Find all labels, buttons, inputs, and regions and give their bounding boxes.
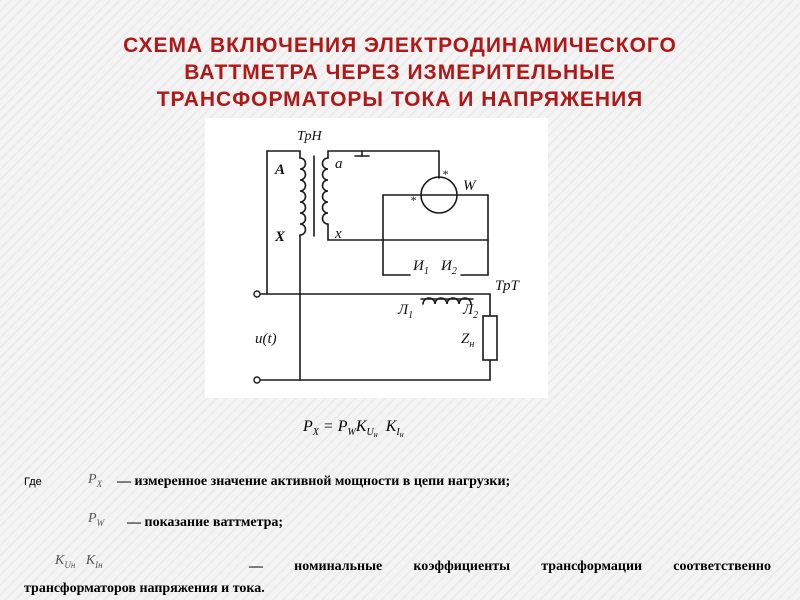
- title-line-3: ТРАНСФОРМАТОРЫ ТОКА И НАПРЯЖЕНИЯ: [156, 88, 644, 111]
- symbol-k-coefficients: $K_{Uн}$ $K_{Iн}$: [55, 553, 103, 570]
- label-star-left: *: [410, 193, 416, 207]
- desc-k-coefficients: — номинальные коэффициенты трансформации соответственно трансформаторов напряжения и тока.: [24, 559, 771, 596]
- label-i1: $И_1$: [413, 258, 429, 277]
- label-zn: $Z_н$: [461, 331, 475, 350]
- formula-x-sub: X: [312, 427, 319, 439]
- wire-load-bottom: [260, 360, 490, 380]
- terminal-bottom: [254, 377, 260, 383]
- formula-i-sub: Iн: [396, 427, 404, 440]
- wiring-diagram-svg: [205, 118, 548, 398]
- desc-px: — измеренное значение активной мощности в цепи нагрузки;: [117, 474, 511, 489]
- slide-title: [40, 32, 760, 113]
- label-wattmeter: W: [463, 178, 476, 194]
- title-line-2: ВАТТМЕТРА ЧЕРЕЗ ИЗМЕРИТЕЛЬНЫЕ: [184, 61, 616, 84]
- tv-primary-winding: [300, 158, 306, 235]
- wiring-diagram: [205, 118, 548, 398]
- label-a-primary: A: [275, 162, 286, 178]
- symbol-pw: $P_W$: [88, 511, 105, 528]
- wire-tv-secondary-top: [328, 151, 439, 178]
- label-x-primary: X: [275, 229, 286, 245]
- wire-tv-secondary-bottom: [328, 224, 488, 240]
- formula-p: P: [303, 418, 313, 435]
- label-star-top: *: [442, 167, 448, 181]
- label-trt: ТрТ: [495, 278, 519, 294]
- where-label: Где: [24, 476, 42, 488]
- terminal-top: [254, 291, 260, 297]
- formula-w-sub: W: [347, 427, 356, 439]
- formula-u-sub: Uн: [366, 427, 378, 440]
- label-l2: $Л_2$: [463, 302, 479, 321]
- formula-pw: P: [337, 418, 348, 435]
- label-i2: $И_2$: [441, 258, 457, 277]
- formula-ku: K: [355, 418, 367, 435]
- title-line-1: СХЕМА ВКЛЮЧЕНИЯ ЭЛЕКТРОДИНАМИЧЕСКОГО: [123, 34, 677, 57]
- symbol-px: $P_X$: [88, 472, 103, 489]
- label-trn: ТрН: [297, 129, 322, 144]
- tv-secondary-winding: [323, 158, 329, 224]
- load-impedance: [483, 316, 497, 360]
- label-x-secondary: x: [335, 226, 342, 242]
- label-ut: u(t): [255, 331, 277, 347]
- label-a-secondary: a: [335, 156, 343, 172]
- formula-eq: =: [318, 418, 338, 435]
- desc-pw: — показание ваттметра;: [127, 515, 284, 530]
- power-formula: [303, 418, 404, 439]
- label-l1: $Л_1$: [398, 302, 414, 321]
- formula-ki: K: [385, 418, 397, 435]
